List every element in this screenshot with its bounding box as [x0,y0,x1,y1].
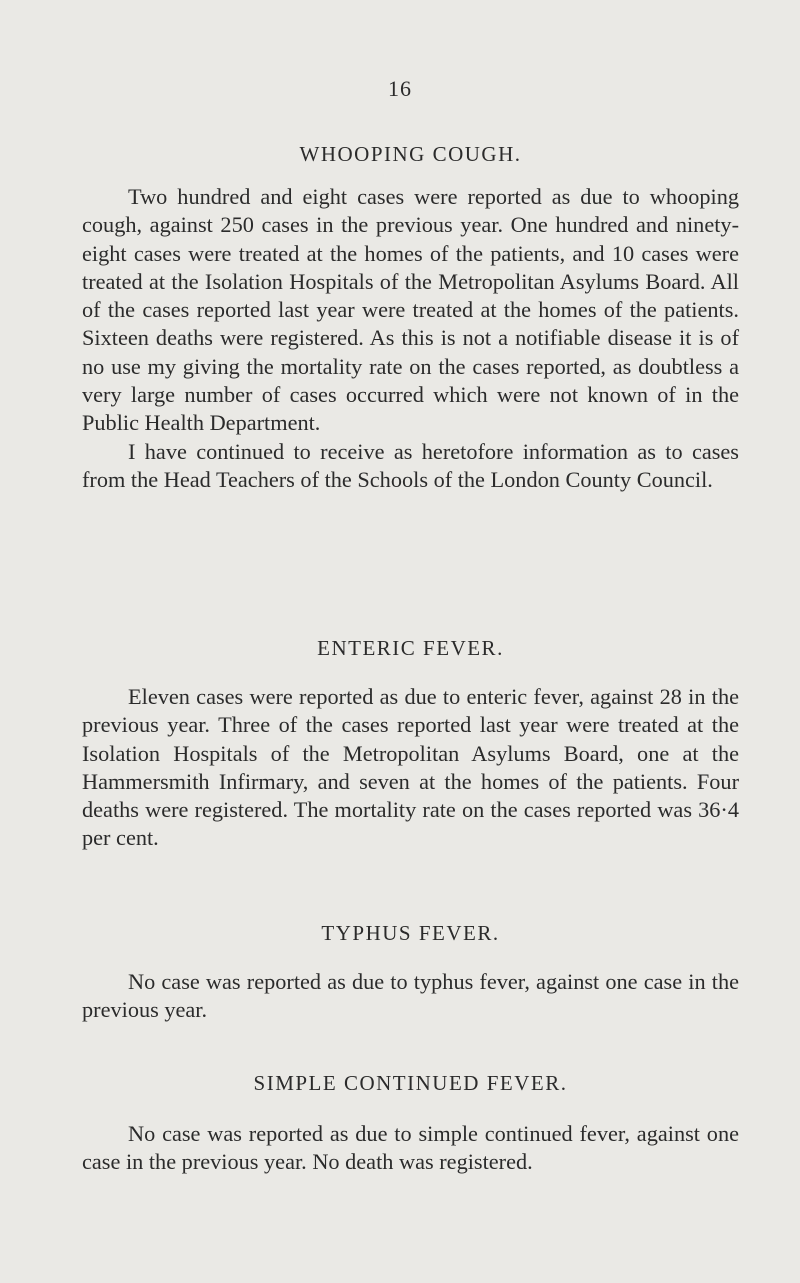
paragraph: No case was reported as due to typhus fever, against one case in the previous year. [82,969,739,1023]
paragraph: Two hundred and eight cases were reported as due to whooping cough, against 250 cases in the previous year. One hundred and ninety-eight cases were treated at the homes of the patients, and 10 cases were treated at the Isolation Hospitals of the Metropolitan Asylums Board. All of the cases reported last year were treated at the homes of the patients. Sixteen deaths were registered. As this is not a notifiable disease it is of no use my giving the mortality rate on the cases reported, as doubtless a very large number of cases occurred which were not known of in the Public Health Department. [82,184,739,436]
section-heading: ENTERIC FEVER. [317,636,504,660]
section-heading: TYPHUS FEVER. [321,921,500,945]
section-typhus-fever [82,921,739,1025]
paragraph: I have continued to receive as heretofore information as to cases from the Head Teachers of the Schools of the London County Council. [82,438,739,492]
section-heading: SIMPLE CONTINUED FEVER. [253,1071,568,1095]
section-enteric-fever [82,636,739,853]
section-simple-continued-fever [82,1071,739,1177]
page-number: 16 [388,76,412,101]
paragraph: Eleven cases were reported as due to enteric fever, against 28 in the previous year. Three of the cases reported last year were treated at the Isolation Hospitals of the Metropolitan Asylums Board, one at the Hammersmith Infirmary, and seven at the homes of the patients. Four deaths were registered. The mortality rate on the cases reported was 36·4 per cent. [82,684,739,851]
section-whooping-cough [82,142,739,494]
section-heading: WHOOPING COUGH. [299,142,522,166]
paragraph: No case was reported as due to simple continued fever, against one case in the previous year. No death was registered. [82,1121,739,1175]
